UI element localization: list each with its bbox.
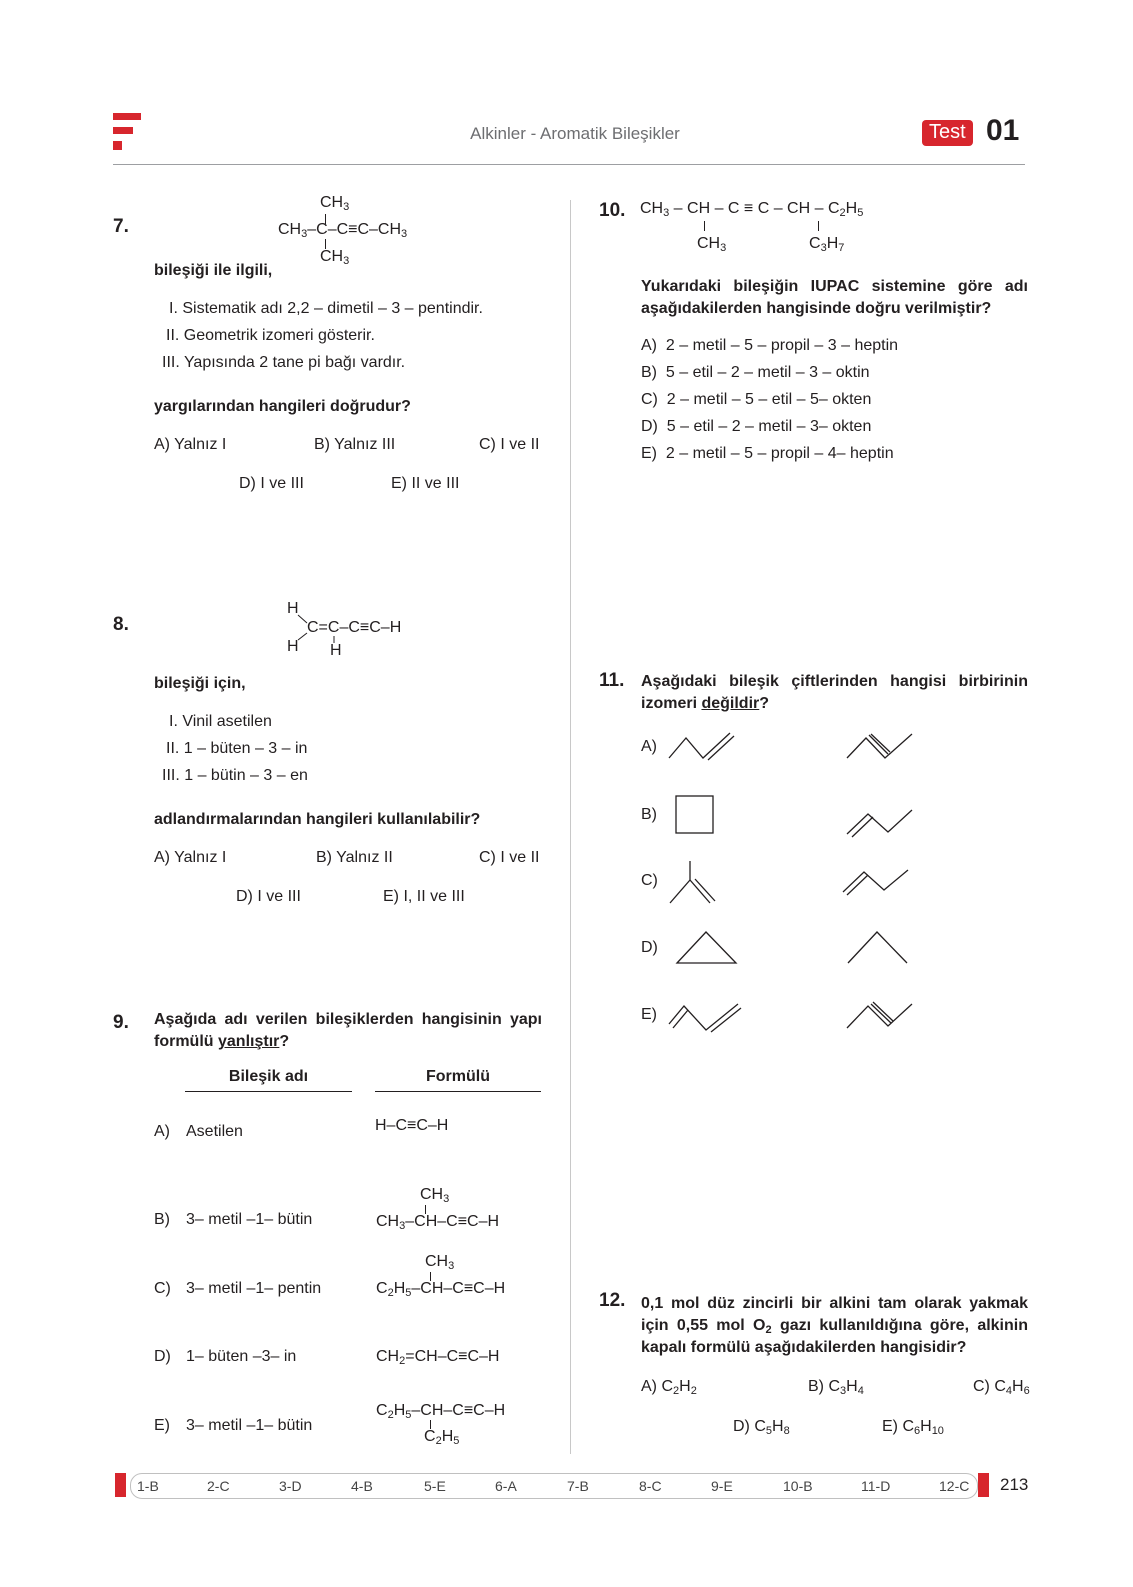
q11-question: Aşağıdaki bileşik çiftlerinden hangisi birbirinin izomeri değildir? (641, 673, 1028, 712)
q11-c-left-structure (668, 860, 728, 906)
q10-option-c[interactable]: C) 2 – metil – 5 – etil – 5– okten (641, 391, 872, 408)
test-number: 01 (986, 114, 1020, 147)
q7-option-a[interactable]: A) Yalnız I (154, 436, 227, 453)
q8-option-c[interactable]: C) I ve II (479, 849, 540, 866)
q10-option-e[interactable]: E) 2 – metil – 5 – propil – 4– heptin (641, 445, 894, 462)
test-badge: Test (922, 120, 973, 146)
page-number: 213 (1000, 1475, 1029, 1494)
q12-option-b[interactable]: B) $C_3H_4$ (808, 1378, 864, 1397)
q7-statement-2: II. Geometrik izomeri gösterir. (166, 327, 375, 344)
q9-row-d-letter[interactable]: D) (154, 1348, 171, 1365)
q11-d-left-structure (675, 930, 739, 966)
q11-option-a[interactable]: A) (641, 738, 657, 755)
column-divider (570, 200, 571, 1454)
q11-c-right-structure (842, 868, 912, 898)
q10-option-d[interactable]: D) 5 – etil – 2 – metil – 3– okten (641, 418, 872, 435)
q9-row-d-name: 1– büten –3– in (186, 1348, 297, 1365)
q9-question: Aşağıda adı verilen bileşiklerden hangisinin yapı formülü yanlıştır? (154, 1011, 542, 1050)
q9-formula-e: $C_2H_5-CH-C\equiv C-H$ $C_2H_5$ (376, 1402, 506, 1447)
q12-option-e[interactable]: E) $C_6H_{10}$ (882, 1418, 944, 1437)
q8-question: adlandırmalarından hangileri kullanılabilir? (154, 811, 481, 828)
q11-number: 11. (599, 670, 625, 691)
q9-row-c-name: 3– metil –1– pentin (186, 1280, 322, 1297)
q9-row-a-name: Asetilen (186, 1123, 243, 1140)
q10-number: 10. (599, 200, 626, 221)
answer-key-11: 11-D (861, 1478, 891, 1494)
q10-option-a[interactable]: A) 2 – metil – 5 – propil – 3 – heptin (641, 337, 899, 354)
q8-option-a[interactable]: A) Yalnız I (154, 849, 227, 866)
q7-intro: bileşiği ile ilgili, (154, 262, 273, 279)
q9-column-formula: Formülü (426, 1068, 490, 1085)
q11-e-left-structure (668, 1002, 744, 1034)
q9-row-e-name: 3– metil –1– bütin (186, 1417, 313, 1434)
q9-row-c-letter[interactable]: C) (154, 1280, 171, 1297)
answer-key-7: 7-B (567, 1478, 589, 1494)
q9-formula-a: H–C≡C–H (375, 1117, 449, 1134)
q12-option-c[interactable]: C) $C_4H_6$ (973, 1378, 1030, 1397)
q8-option-e[interactable]: E) I, II ve III (383, 888, 465, 905)
q9-formula-d: $CH_2=CH-C\equiv C-H$ (376, 1348, 500, 1367)
answer-key-5: 5-E (424, 1478, 446, 1494)
answer-key-right-marker (978, 1473, 989, 1497)
q11-b-right-structure (846, 808, 916, 838)
q10-structure: $CH_3$ – CH – C ≡ C – CH – $C_2H_5$ $CH_3$ $C_3H_7$ (640, 200, 864, 254)
q9-column-name-rule (185, 1091, 352, 1092)
q7-option-b[interactable]: B) Yalnız III (314, 436, 396, 453)
q11-b-left-structure (675, 795, 717, 837)
answer-key-8: 8-C (639, 1478, 662, 1494)
q8-statement-1: I. Vinil asetilen (169, 713, 272, 730)
q9-row-e-letter[interactable]: E) (154, 1417, 170, 1434)
q12-option-d[interactable]: D) $C_5H_8$ (733, 1418, 790, 1437)
q7-option-c[interactable]: C) I ve II (479, 436, 540, 453)
q12-number: 12. (599, 1290, 626, 1311)
answer-key-3: 3-D (279, 1478, 302, 1494)
q7-statement-1: I. Sistematik adı 2,2 – dimetil – 3 – pentindir. (169, 300, 483, 317)
q8-option-b[interactable]: B) Yalnız II (316, 849, 393, 866)
q9-formula-b: $CH_3$ $CH_3-CH-C\equiv C-H$ (376, 1186, 500, 1232)
q7-option-d[interactable]: D) I ve III (239, 475, 304, 492)
q11-a-left-structure (668, 732, 738, 762)
q9-number: 9. (113, 1012, 129, 1033)
q12-option-a[interactable]: A) $C_2H_2$ (641, 1378, 697, 1397)
q8-option-d[interactable]: D) I ve III (236, 888, 301, 905)
q8-structure: H C=C–C≡C–H H H (287, 600, 402, 659)
q11-d-right-structure (846, 930, 910, 966)
answer-key-1: 1-B (137, 1478, 159, 1494)
q11-option-e[interactable]: E) (641, 1006, 657, 1023)
answer-key-4: 4-B (351, 1478, 373, 1494)
publisher-logo (113, 113, 143, 158)
q11-a-right-structure (846, 732, 916, 762)
q11-e-right-structure (846, 1002, 918, 1034)
q12-question: 0,1 mol düz zincirli bir alkini tam olarak yakmak için 0,55 mol $O_2$ gazı kullanıldığına göre, alkinin kapalı formülü aşağıdakilerden hangisidir? (641, 1295, 1028, 1356)
q9-row-b-letter[interactable]: B) (154, 1211, 170, 1228)
q11-option-c[interactable]: C) (641, 872, 658, 889)
q7-number: 7. (113, 216, 129, 237)
q10-question: Yukarıdaki bileşiğin IUPAC sistemine göre adı aşağıdakilerden hangisinde doğru verilmiştir? (641, 278, 1028, 317)
q7-question: yargılarından hangileri doğrudur? (154, 398, 411, 415)
answer-key-bar (130, 1473, 978, 1499)
header-rule (113, 164, 1025, 165)
answer-key-left-marker (115, 1473, 126, 1497)
q7-option-e[interactable]: E) II ve III (391, 475, 460, 492)
answer-key-6: 6-A (495, 1478, 517, 1494)
q8-intro: bileşiği için, (154, 675, 246, 692)
answer-key-2: 2-C (207, 1478, 230, 1494)
q10-option-b[interactable]: B) 5 – etil – 2 – metil – 3 – oktin (641, 364, 870, 381)
q9-column-formula-rule (375, 1091, 541, 1092)
q7-structure: $CH_3$ $CH_3-C-C\equiv C-CH_3$ $CH_3$ (278, 194, 408, 267)
answer-key-12: 12-C (939, 1478, 970, 1494)
answer-key-9: 9-E (711, 1478, 733, 1494)
q11-option-b[interactable]: B) (641, 806, 657, 823)
q9-formula-c: $CH_3$ $C_2H_5-CH-C\equiv C-H$ (376, 1253, 506, 1299)
answer-key-10: 10-B (783, 1478, 813, 1494)
q9-column-name: Bileşik adı (228, 1068, 309, 1085)
q11-option-d[interactable]: D) (641, 939, 658, 956)
q9-row-b-name: 3– metil –1– bütin (186, 1211, 313, 1228)
q9-row-a-letter[interactable]: A) (154, 1123, 170, 1140)
q8-statement-2: II. 1 – büten – 3 – in (166, 740, 308, 757)
q8-number: 8. (113, 614, 129, 635)
q7-statement-3: III. Yapısında 2 tane pi bağı vardır. (162, 354, 406, 371)
header-title: Alkinler - Aromatik Bileşikler (470, 124, 680, 143)
q8-statement-3: III. 1 – bütin – 3 – en (162, 767, 308, 784)
